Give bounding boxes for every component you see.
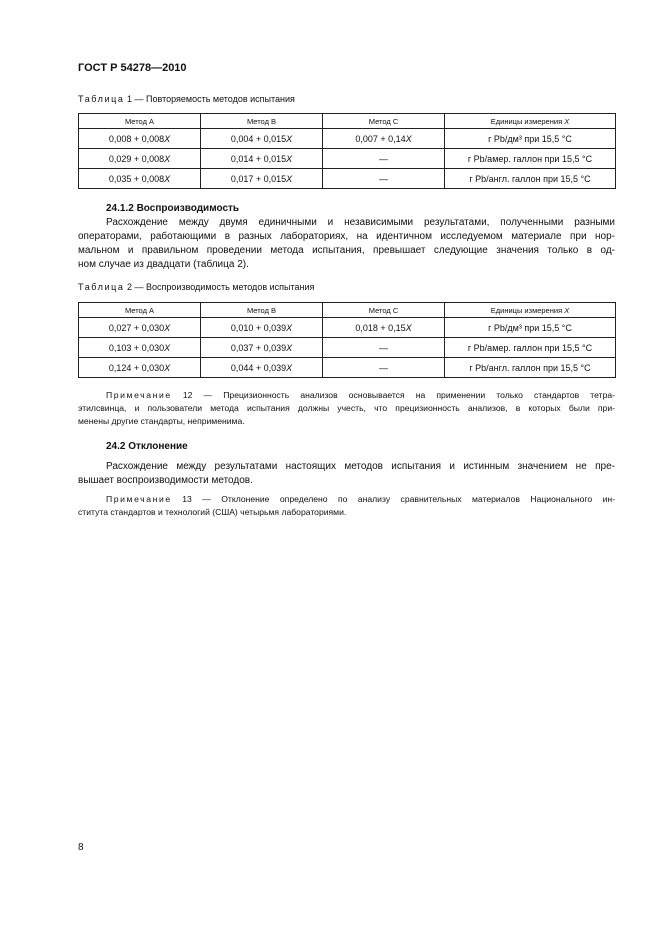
- table-cell: 0,014 + 0,015X: [201, 149, 323, 169]
- table-cell: 0,017 + 0,015X: [201, 169, 323, 189]
- note-label: Примечание: [106, 494, 172, 504]
- table-row: [79, 169, 616, 189]
- table2-header-method-c: Метод С: [323, 303, 445, 318]
- paragraph-line: операторами, работающими в разных лабораториях, на идентичном исследуемом материале при нор-: [78, 231, 615, 242]
- table-cell: —: [323, 169, 445, 189]
- paragraph-line: мальном и правильном проведении метода испытания, превышает следующие значения только в од-: [78, 245, 615, 256]
- table2-caption-label: Таблица: [78, 282, 125, 292]
- note-line: [78, 389, 615, 402]
- table2-header-method-a: Метод А: [79, 303, 201, 318]
- table-cell: 0,124 + 0,030X: [79, 358, 201, 378]
- variable-x: X: [564, 116, 570, 126]
- note-line: ститута стандартов и технологий (США) четырьмя лабораториями.: [78, 507, 347, 517]
- table1-caption: [78, 94, 295, 104]
- table-cell: г Pb/амер. галлон при 15,5 °С: [445, 149, 616, 169]
- table2-caption: [78, 282, 314, 292]
- table-row: [79, 129, 616, 149]
- paragraph-line: Расхождение между результатами настоящих методов испытания и истинным значением не пре-: [106, 461, 615, 472]
- section-heading-reproducibility: 24.1.2 Воспроизводимость: [106, 203, 240, 214]
- table2-header-method-b: Метод В: [201, 303, 323, 318]
- table-cell: 0,037 + 0,039X: [201, 338, 323, 358]
- variable-x: X: [405, 322, 412, 333]
- variable-x: X: [164, 362, 171, 373]
- variable-x: X: [164, 153, 171, 164]
- variable-x: X: [164, 133, 171, 144]
- bias-paragraph: [78, 460, 615, 488]
- page-number: 8: [78, 842, 84, 853]
- variable-x: X: [286, 173, 293, 184]
- note-line: этилсвинца, и пользователи метода испытания должны учесть, что прецизионность анализов, в которых были при-: [78, 403, 615, 413]
- variable-x: X: [164, 322, 171, 333]
- table-row: [79, 318, 616, 338]
- table-cell: 0,044 + 0,039X: [201, 358, 323, 378]
- note-text: 13 — Отклонение определено по анализу сравнительных материалов Национального ин-: [182, 494, 615, 504]
- table-cell: г Pb/англ. галлон при 15,5 °С: [445, 358, 616, 378]
- table1-header-method-c: Метод С: [323, 114, 445, 129]
- table-row: [79, 358, 616, 378]
- table-cell: г Pb/дм³ при 15,5 °С: [445, 129, 616, 149]
- reproducibility-paragraph: [78, 216, 615, 272]
- note-line: [78, 493, 615, 506]
- variable-x: X: [164, 173, 171, 184]
- table-cell: 0,008 + 0,008X: [79, 129, 201, 149]
- paragraph-line: Расхождение между двумя единичными и независимыми результатами, полученными разными: [106, 217, 615, 228]
- table-cell: —: [323, 358, 445, 378]
- table-cell: 0,027 + 0,030X: [79, 318, 201, 338]
- note-12: [78, 389, 615, 428]
- variable-x: X: [286, 133, 293, 144]
- table1-header-method-b: Метод В: [201, 114, 323, 129]
- table-cell: 0,010 + 0,039X: [201, 318, 323, 338]
- table-cell: 0,018 + 0,15X: [323, 318, 445, 338]
- table-cell: 0,007 + 0,14X: [323, 129, 445, 149]
- note-label: Примечание: [106, 390, 172, 400]
- table1-caption-text: 1 — Повторяемость методов испытания: [127, 94, 295, 104]
- table-cell: —: [323, 149, 445, 169]
- table-row: [79, 149, 616, 169]
- section-heading-bias: 24.2 Отклонение: [106, 441, 188, 452]
- table1: [78, 113, 616, 189]
- table-cell: г Pb/амер. галлон при 15,5 °С: [445, 338, 616, 358]
- variable-x: X: [286, 342, 293, 353]
- variable-x: X: [405, 133, 412, 144]
- document-designation: ГОСТ Р 54278—2010: [78, 62, 187, 74]
- note-line: менены другие стандарты, неприменима.: [78, 416, 245, 426]
- table-cell: 0,004 + 0,015X: [201, 129, 323, 149]
- variable-x: X: [564, 305, 570, 315]
- table2: [78, 302, 616, 378]
- variable-x: X: [164, 342, 171, 353]
- variable-x: X: [286, 322, 293, 333]
- table1-header-method-a: Метод А: [79, 114, 201, 129]
- table-cell: 0,035 + 0,008X: [79, 169, 201, 189]
- note-13: [78, 493, 615, 519]
- table2-caption-text: 2 — Воспроизводимость методов испытания: [127, 282, 315, 292]
- table1-caption-label: Таблица: [78, 94, 125, 104]
- table-cell: 0,029 + 0,008X: [79, 149, 201, 169]
- table1-header-units: Единицы измерения X: [445, 114, 616, 129]
- table2-header-row: [79, 303, 616, 318]
- table-cell: г Pb/дм³ при 15,5 °С: [445, 318, 616, 338]
- table2-header-units: Единицы измерения X: [445, 303, 616, 318]
- table-cell: 0,103 + 0,030X: [79, 338, 201, 358]
- table-cell: г Pb/англ. галлон при 15,5 °С: [445, 169, 616, 189]
- note-text: 12 — Прецизионность анализов основывается на применении только стандартов тетра-: [182, 390, 615, 400]
- table-row: [79, 338, 616, 358]
- table1-header-row: [79, 114, 616, 129]
- table-cell: —: [323, 338, 445, 358]
- variable-x: X: [286, 153, 293, 164]
- variable-x: X: [286, 362, 293, 373]
- paragraph-line: ном случае из двадцати (таблица 2).: [78, 259, 249, 270]
- paragraph-line: вышает воспроизводимости методов.: [78, 475, 253, 486]
